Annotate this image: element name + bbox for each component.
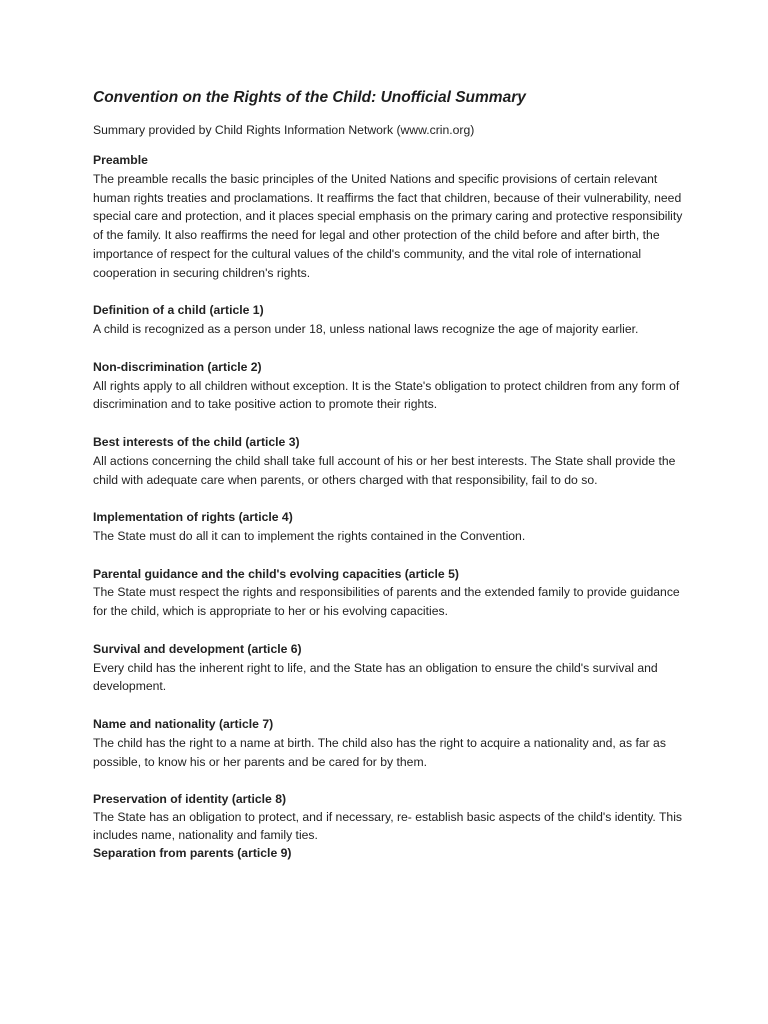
section-body: The State must respect the rights and responsibilities of parents and the extended family to provide guidance for the child, which is appropriate to her or his evolving capacities. — [93, 585, 680, 619]
section-heading: Preservation of identity (article 8) — [93, 792, 287, 807]
section-heading: Separation from parents (article 9) — [93, 846, 292, 861]
section-preamble — [93, 151, 683, 283]
section-body: A child is recognized as a person under 18, unless national laws recognize the age of majority earlier. — [93, 322, 639, 337]
section-body: Every child has the inherent right to life, and the State has an obligation to ensure the child's survival and development. — [93, 660, 658, 694]
section-article-4 — [93, 508, 683, 546]
document-subtitle: Summary provided by Child Rights Information Network (www.crin.org) — [93, 123, 475, 137]
section-body: The child has the right to a name at birth. The child also has the right to acquire a nationality and, as far as possible, to know his or her parents and be cared for by them. — [93, 735, 666, 769]
section-heading: Name and nationality (article 7) — [93, 716, 274, 731]
section-article-1 — [93, 301, 683, 339]
section-heading: Best interests of the child (article 3) — [93, 434, 300, 449]
section-body: The State has an obligation to protect, and if necessary, re- establish basic aspects of the child's identity. This includes name, nationality and family ties. — [93, 810, 682, 843]
section-heading: Parental guidance and the child's evolving capacities (article 5) — [93, 566, 459, 581]
section-article-9 — [93, 844, 683, 862]
section-heading: Survival and development (article 6) — [93, 641, 302, 656]
section-article-3 — [93, 433, 683, 489]
section-article-6 — [93, 640, 683, 696]
section-body: The State must do all it can to implement the rights contained in the Convention. — [93, 528, 526, 543]
section-article-7 — [93, 715, 683, 771]
document-page — [93, 88, 683, 862]
section-heading: Implementation of rights (article 4) — [93, 510, 293, 525]
section-body: All rights apply to all children without exception. It is the State's obligation to protect children from any form of discrimination and to take positive action to promote their rights. — [93, 378, 680, 412]
section-article-5 — [93, 565, 683, 621]
section-body: The preamble recalls the basic principles of the United Nations and specific provisions of certain relevant human rights treaties and proclamations. It reaffirms the fact that children, because of their vulnerability, need special care and protection, and it places special emphasis on the primary caring and protective responsibility of the family. It also reaffirms the need for legal and other protection of the child before and after birth, the importance of respect for the cultural values of the child's community, and the vital role of international cooperation in securing children's rights. — [93, 171, 683, 280]
section-body: All actions concerning the child shall take full account of his or her best interests. The State shall provide the child with adequate care when parents, or others charged with that responsibility, fail to do so. — [93, 453, 676, 487]
section-heading: Non-discrimination (article 2) — [93, 359, 262, 374]
section-article-2 — [93, 358, 683, 414]
section-article-8 — [93, 790, 683, 844]
section-heading: Definition of a child (article 1) — [93, 303, 264, 318]
document-title: Convention on the Rights of the Child: Unofficial Summary — [93, 89, 526, 106]
section-heading: Preamble — [93, 153, 148, 167]
